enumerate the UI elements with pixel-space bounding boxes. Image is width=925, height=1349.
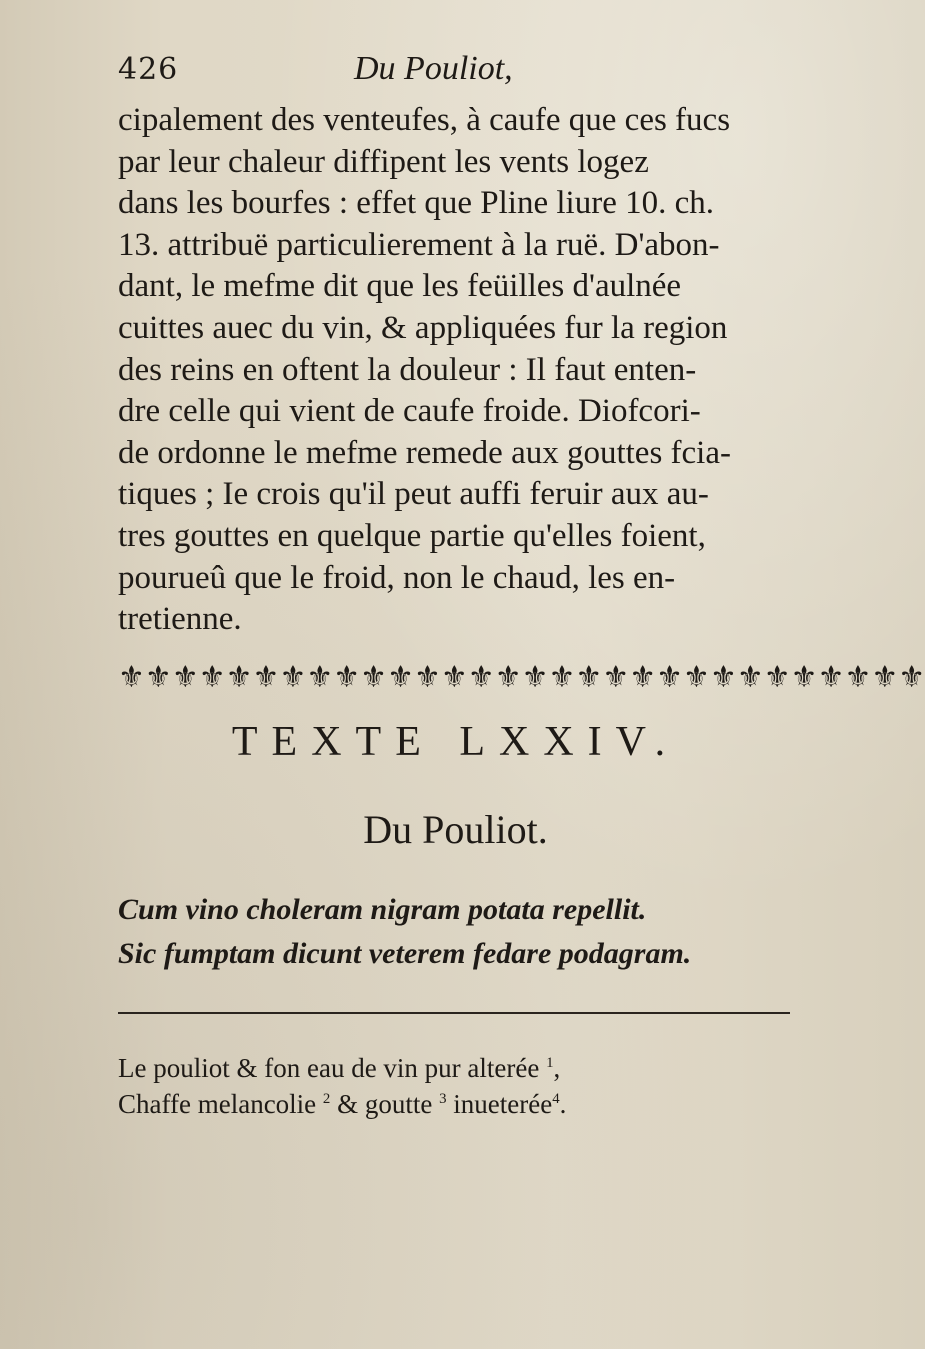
fleuron-icon: ⚜ — [871, 660, 899, 695]
body-line: tres gouttes en quelque partie qu'elles foient, — [118, 517, 706, 554]
fleuron-icon: ⚜ — [413, 660, 441, 695]
body-line: cuittes auec du vin, & appliquées fur la region — [118, 309, 728, 346]
fleuron-icon: ⚜ — [709, 660, 737, 695]
fleuron-icon: ⚜ — [279, 660, 307, 695]
translation-text: & goutte — [330, 1089, 433, 1119]
fleuron-icon: ⚜ — [494, 660, 522, 695]
footnote-marker: 3 — [439, 1091, 447, 1107]
body-line: cipalement des venteufes, à caufe que ces fucs — [118, 102, 731, 138]
fleuron-icon: ⚜ — [602, 660, 630, 695]
body-line: dant, le mefme dit que les feüilles d'aulnée — [118, 268, 682, 305]
fleuron-icon: ⚜ — [521, 660, 549, 695]
fleuron-icon: ⚜ — [575, 660, 603, 695]
verse-line: Sic fumptam dicunt veterem fedare podagram. — [118, 937, 692, 970]
fleuron-icon: ⚜ — [898, 660, 925, 695]
footnote-marker: 4 — [552, 1091, 560, 1107]
footnote-marker: 1 — [546, 1055, 554, 1071]
fleuron-icon: ⚜ — [656, 660, 684, 695]
fleuron-icon: ⚜ — [333, 660, 361, 695]
fleuron-icon: ⚜ — [306, 660, 334, 695]
fleuron-icon: ⚜ — [844, 660, 872, 695]
fleuron-icon: ⚜ — [790, 660, 818, 695]
body-line: tretienne. — [118, 601, 242, 638]
fleuron-icon: ⚜ — [548, 660, 576, 695]
body-paragraph — [118, 100, 798, 641]
body-line: par leur chaleur diffipent les vents logez — [118, 143, 649, 180]
verse-line: Cum vino choleram nigram potata repellit. — [118, 893, 647, 926]
fleuron-icon: ⚜ — [252, 660, 280, 695]
punctuation: . — [559, 1089, 567, 1119]
translation-line — [118, 1086, 798, 1122]
fleuron-icon: ⚜ — [467, 660, 495, 695]
running-head: Du Pouliot, — [354, 50, 513, 87]
fleuron-icon: ⚜ — [171, 660, 199, 695]
body-line: pourueû que le froid, non le chaud, les en- — [118, 559, 676, 596]
body-line: des reins en oftent la douleur : Il faut enten- — [118, 351, 697, 388]
fleuron-icon: ⚜ — [144, 660, 172, 695]
page-number: 426 — [118, 52, 179, 87]
fleuron-icon: ⚜ — [440, 660, 468, 695]
translation-line — [118, 1050, 798, 1086]
fleuron-icon: ⚜ — [817, 660, 845, 695]
latin-verse — [118, 888, 808, 976]
fleuron-icon: ⚜ — [198, 660, 226, 695]
translation-text: inueterée — [446, 1089, 553, 1119]
fleuron-icon: ⚜ — [225, 660, 253, 695]
body-line: de ordonne le mefme remede aux gouttes fcia- — [118, 434, 731, 471]
translation-text: Le pouliot & fon eau de vin pur alterée — [118, 1053, 540, 1083]
punctuation: , — [553, 1053, 561, 1083]
section-subtitle: Du Pouliot. — [363, 807, 548, 852]
body-line: 13. attribuë particulierement à la ruë. D'abon- — [118, 226, 720, 263]
fleuron-icon: ⚜ — [683, 660, 710, 695]
french-translation — [118, 1050, 798, 1122]
body-line: dre celle qui vient de caufe froide. Diofcori- — [118, 393, 701, 430]
body-line: dans les bourfes : effet que Pline liure 10. ch. — [118, 185, 714, 222]
page-header — [118, 52, 678, 98]
fleuron-icon: ⚜ — [629, 660, 657, 695]
footnote-marker: 2 — [322, 1091, 331, 1107]
body-line: tiques ; Ie crois qu'il peut auffi feruir aux au- — [118, 476, 709, 513]
fleuron-ornament-band — [118, 655, 925, 701]
fleuron-icon: ⚜ — [763, 660, 791, 695]
section-title: TEXTE LXXIV. — [231, 719, 680, 765]
fleuron-icon: ⚜ — [736, 660, 764, 695]
fleuron-icon: ⚜ — [387, 660, 414, 695]
fleuron-icon: ⚜ — [118, 660, 145, 695]
fleuron-icon: ⚜ — [360, 660, 388, 695]
translation-text: Chaffe melancolie — [118, 1089, 317, 1119]
horizontal-rule — [118, 1012, 790, 1014]
